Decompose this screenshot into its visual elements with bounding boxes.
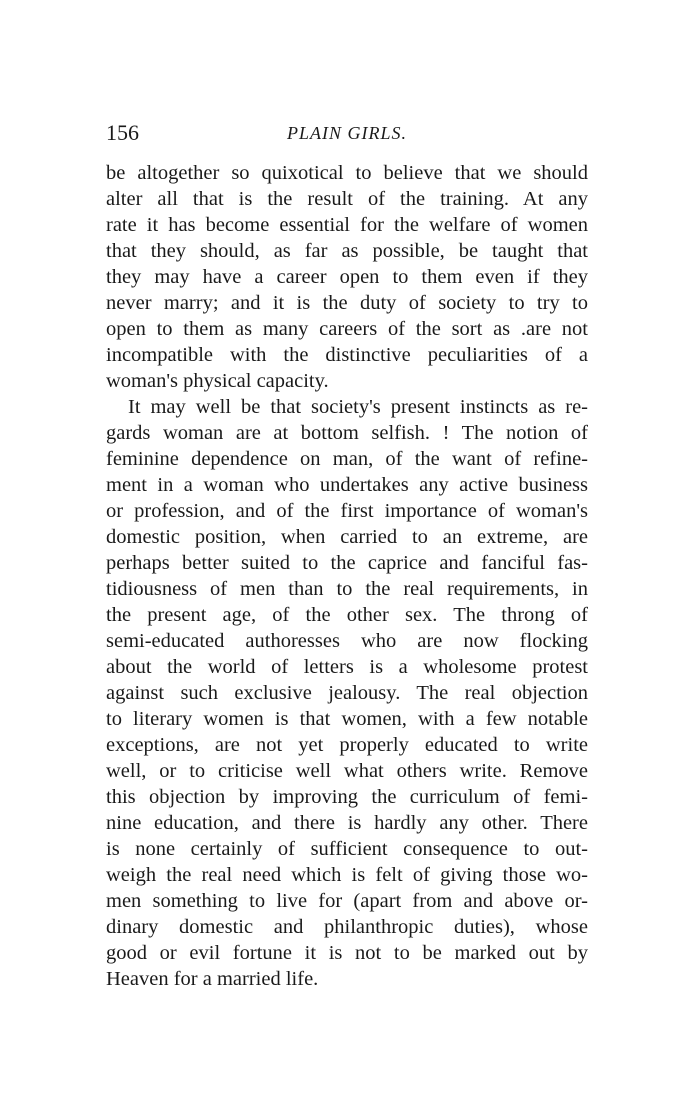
text-line: alter all that is the result of the training. At any <box>106 188 588 210</box>
paragraph-2 <box>106 394 588 992</box>
running-title: PLAIN GIRLS. <box>287 123 407 143</box>
text-line: weigh the real need which is felt of giving those wo- <box>106 864 588 886</box>
text-line: gards woman are at bottom selfish. ! The notion of <box>106 422 588 444</box>
text-line: nine education, and there is hardly any other. There <box>106 812 588 834</box>
text-line: woman's physical capacity. <box>106 370 329 392</box>
text-line: against such exclusive jealousy. The real objection <box>106 682 588 704</box>
text-line: is none certainly of sufficient consequence to out- <box>106 838 588 860</box>
text-line: about the world of letters is a wholesome protest <box>106 656 588 678</box>
text-line: rate it has become essential for the welfare of women <box>106 214 588 236</box>
text-line: domestic position, when carried to an extreme, are <box>106 526 588 548</box>
text-line: that they should, as far as possible, be taught that <box>106 240 588 262</box>
text-line: ment in a woman who undertakes any active business <box>106 474 588 496</box>
text-line: the present age, of the other sex. The throng of <box>106 604 588 626</box>
text-line: perhaps better suited to the caprice and fanciful fas- <box>106 552 588 574</box>
paragraph-1 <box>106 160 588 394</box>
page-number: 156 <box>106 120 139 145</box>
text-line: It may well be that society's present instincts as re- <box>128 396 588 418</box>
text-line: they may have a career open to them even if they <box>106 266 588 288</box>
text-line: men something to live for (apart from and above or- <box>106 890 588 912</box>
text-line: incompatible with the distinctive peculiarities of a <box>106 344 588 366</box>
text-line: or profession, and of the first importance of woman's <box>106 500 588 522</box>
body-text <box>106 160 588 992</box>
text-line: feminine dependence on man, of the want of refine- <box>106 448 588 470</box>
text-line: never marry; and it is the duty of society to try to <box>106 292 588 314</box>
text-line: dinary domestic and philanthropic duties), whose <box>106 916 588 938</box>
text-line: good or evil fortune it is not to be marked out by <box>106 942 588 964</box>
text-line: tidiousness of men than to the real requirements, in <box>106 578 588 600</box>
text-line: Heaven for a married life. <box>106 968 319 990</box>
text-line: exceptions, are not yet properly educated to write <box>106 734 588 756</box>
text-line: this objection by improving the curriculum of femi- <box>106 786 588 808</box>
page-header <box>106 118 588 148</box>
text-line: open to them as many careers of the sort as .are not <box>106 318 588 340</box>
text-line: to literary women is that women, with a few notable <box>106 708 588 730</box>
text-line: be altogether so quixotical to believe that we should <box>106 162 588 184</box>
text-line: well, or to criticise well what others write. Remove <box>106 760 588 782</box>
text-line: semi-educated authoresses who are now flocking <box>106 630 588 652</box>
